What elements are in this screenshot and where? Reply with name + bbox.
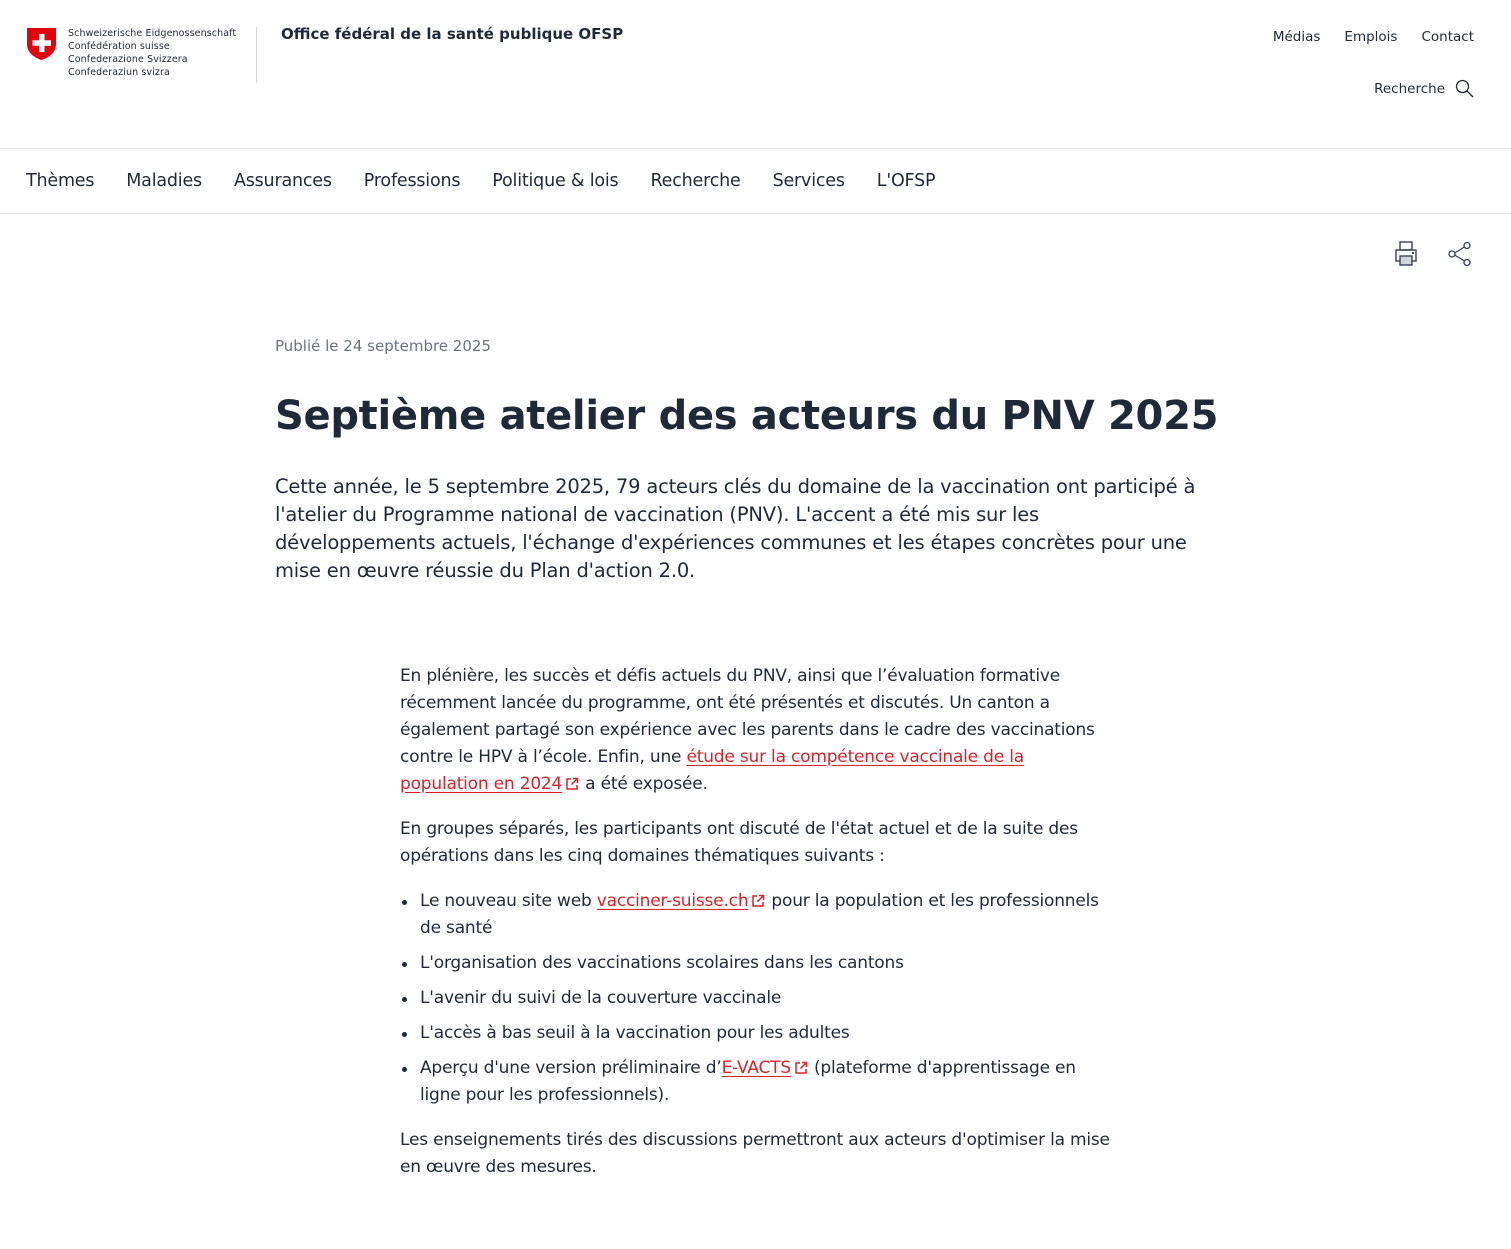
print-button[interactable]: [1392, 240, 1420, 268]
nav-professions[interactable]: Professions: [363, 171, 461, 191]
text: Aperçu d'une version préliminaire d’: [420, 1058, 722, 1078]
swiss-confederation-logo[interactable]: [26, 27, 236, 79]
service-link-contact[interactable]: Contact: [1421, 29, 1474, 45]
share-icon: [1447, 241, 1473, 267]
link-vacciner-suisse[interactable]: vacciner-suisse.ch: [596, 891, 749, 911]
text: (plateforme d'apprentissage en ligne pour les professionnels).: [420, 1058, 1076, 1105]
page-title: Septième atelier des acteurs du PNV 2025: [275, 393, 1219, 439]
nav-maladies[interactable]: Maladies: [126, 171, 202, 191]
list-item: [400, 1055, 1110, 1109]
logo-text: [68, 27, 236, 79]
share-button[interactable]: [1446, 240, 1474, 268]
page-tools: [1392, 240, 1474, 268]
text: En plénière, les succès et défis actuels du PNV, ainsi que l’évaluation formative récemment lancée du programme, ont été présentés et discutés. Un canton a également partagé son expérience avec les parents dans le cadre des vaccinations contre le HPV à l’école. Enfin, une: [400, 666, 1095, 767]
list-item: L'avenir du suivi de la couverture vaccinale: [400, 985, 1110, 1012]
text: a été exposée.: [585, 774, 708, 794]
logo-divider: [256, 27, 257, 83]
themes-list: [400, 888, 1110, 1109]
publication-date: Publié le 24 septembre 2025: [275, 337, 491, 355]
lead-paragraph: Cette année, le 5 septembre 2025, 79 acteurs clés du domaine de la vaccination ont participé à l'atelier du Programme national de vaccination (PNV). L'accent a été mis sur les développements actuels, l'échange d'expériences communes et les étapes concrètes pour une mise en œuvre réussie du Plan d'action 2.0.: [275, 475, 1196, 582]
nav-services[interactable]: Services: [772, 171, 845, 191]
search-label: Recherche: [1374, 80, 1445, 97]
external-link-icon: [794, 1061, 808, 1075]
logo-line-de: Schweizerische Eidgenossenschaft: [68, 28, 237, 39]
printer-icon: [1394, 241, 1418, 267]
site-header: [0, 0, 1511, 149]
logo-line-it: Confederazione Svizzera: [68, 54, 188, 65]
link-e-vacts[interactable]: E-VACTS: [721, 1058, 791, 1078]
logo-line-rm: Confederaziun svizra: [68, 67, 170, 78]
list-item: L'accès à bas seuil à la vaccination pour les adultes: [400, 1020, 1110, 1047]
service-nav: [1273, 29, 1474, 45]
swiss-shield-icon: [26, 27, 57, 61]
service-link-medias[interactable]: Médias: [1272, 29, 1321, 45]
nav-recherche[interactable]: Recherche: [650, 171, 741, 191]
external-link-icon: [565, 777, 579, 791]
service-link-emplois[interactable]: Emplois: [1344, 29, 1398, 45]
list-item: L'organisation des vaccinations scolaires dans les cantons: [400, 950, 1110, 977]
paragraph-groups: En groupes séparés, les participants ont discuté de l'état actuel et de la suite des opérations dans les cinq domaines thématiques suivants :: [400, 819, 1078, 866]
nav-assurances[interactable]: Assurances: [233, 171, 332, 191]
office-title[interactable]: Office fédéral de la santé publique OFSP: [281, 25, 624, 43]
paragraph-conclusion: Les enseignements tirés des discussions permettront aux acteurs d'optimiser la mise en œuvre des mesures.: [400, 1130, 1110, 1177]
external-link-icon: [751, 894, 765, 908]
paragraph-plenary: [400, 663, 1110, 798]
list-item: [400, 888, 1110, 942]
nav-lofsp[interactable]: L'OFSP: [876, 171, 936, 191]
logo-line-fr: Confédération suisse: [68, 41, 170, 52]
text: Le nouveau site web: [420, 891, 597, 911]
link-etude-competence-vaccinale[interactable]: étude sur la compétence vaccinale de la population en 2024: [400, 747, 1024, 794]
search-icon: [1455, 79, 1474, 98]
nav-politique-lois[interactable]: Politique & lois: [492, 171, 619, 191]
nav-themes[interactable]: Thèmes: [26, 171, 95, 191]
article-body: [400, 663, 1110, 1199]
search-button[interactable]: [1374, 79, 1474, 98]
main-nav: [0, 149, 1511, 214]
text: pour la population et les professionnels de santé: [420, 891, 1099, 938]
